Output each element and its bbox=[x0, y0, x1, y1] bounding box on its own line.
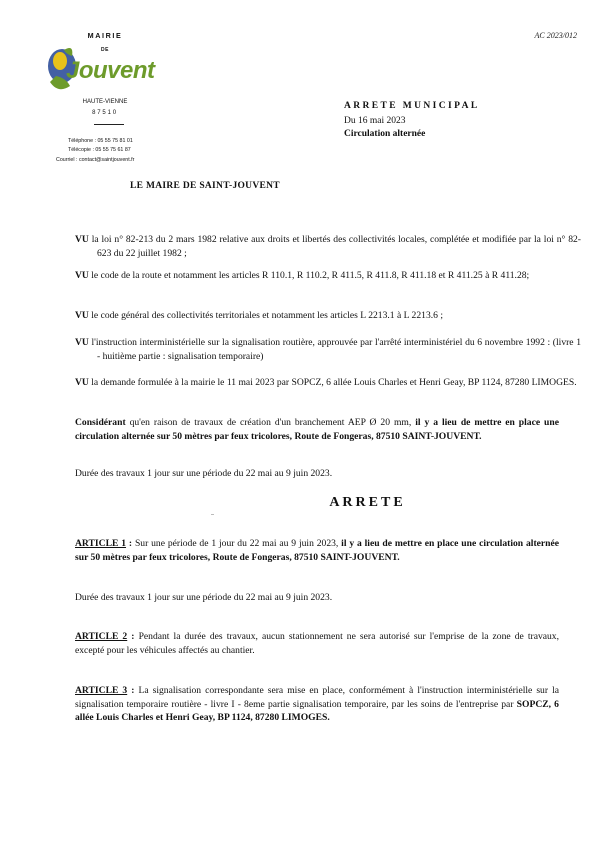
vu-label: VU bbox=[75, 377, 89, 388]
fax-line: Télécopie : 05 55 75 61 87 bbox=[68, 147, 131, 153]
article-3-company: SOPCZ, 6 allée Louis Charles et Henri Geay, BP 1124, 87280 LIMOGES. bbox=[75, 698, 559, 723]
considerant-paragraph bbox=[75, 416, 559, 443]
vu-label: VU bbox=[75, 337, 89, 348]
consideration-text: le code général des collectivités territoriales et notamment les articles L 2213.1 à L 2213.6 ; bbox=[88, 310, 443, 321]
article-3-text: La signalisation correspondante sera mise en place, conformément à l'instruction interministérielle sur la signalisation temporaire routière - livre I - 8eme partie signalisation temporaire, par les soins de l'entreprise par bbox=[75, 685, 559, 710]
article-3-label: ARTICLE 3 bbox=[75, 685, 128, 696]
article-2 bbox=[75, 630, 559, 657]
article-1-label: ARTICLE 1 bbox=[75, 538, 127, 549]
vu-label: VU bbox=[75, 310, 89, 321]
mairie-label: MAIRIE bbox=[87, 31, 123, 40]
consideration-text: la demande formulée à la mairie le 11 mai 2023 par SOPCZ, 6 allée Louis Charles et Henri Geay, BP 1124, 87280 LIMOGES. bbox=[88, 377, 577, 388]
header-divider bbox=[94, 124, 124, 125]
considerant-label: Considérant bbox=[75, 417, 126, 428]
article-1-text: Sur une période de 1 jour du 22 mai au 9 juin 2023, bbox=[134, 538, 342, 549]
duration-line-2: Durée des travaux 1 jour sur une période du 22 mai au 9 juin 2023. bbox=[75, 592, 333, 603]
article-3 bbox=[75, 684, 559, 725]
postcode-label: 87510 bbox=[92, 110, 118, 116]
article-1-decision: il y a lieu de mettre en place une circulation alternée sur 50 mètres par feux tricolores, Route de Fongeras, 87510 SAINT-JOUVENT. bbox=[75, 538, 560, 563]
article-separator: : bbox=[126, 538, 135, 549]
document-title: ARRETE MUNICIPAL bbox=[344, 101, 480, 111]
consideration-2 bbox=[75, 269, 581, 283]
consideration-5 bbox=[75, 376, 581, 390]
document-reference: AC 2023/012 bbox=[534, 31, 577, 40]
duration-line: Durée des travaux 1 jour sur une période du 22 mai au 9 juin 2023. bbox=[75, 468, 333, 479]
article-separator: : bbox=[127, 685, 139, 696]
article-2-text: Pendant la durée des travaux, aucun stationnement ne sera autorisé sur l'emprise de la zone de travaux, excepté pour les véhicules affectés au chantier. bbox=[75, 631, 560, 656]
email-line: Courriel : contact@saintjouvent.fr bbox=[56, 157, 135, 163]
vu-label: VU bbox=[75, 234, 89, 245]
article-1 bbox=[75, 537, 559, 564]
article-2-label: ARTICLE 2 bbox=[75, 631, 128, 642]
considerant-decision: il y a lieu de mettre en place une circulation alternée sur 50 mètres par feux tricolores, Route de Fongeras, 87510 SAINT-JOUVENT. bbox=[75, 417, 559, 442]
consideration-text: le code de la route et notamment les articles R 110.1, R 110.2, R 411.5, R 411.8, R 411.18 et R 411.25 à R 411.28; bbox=[88, 270, 530, 281]
considerant-text: qu'en raison de travaux de création d'un branchement AEP Ø 20 mm, bbox=[125, 417, 416, 428]
consideration-4 bbox=[75, 336, 581, 363]
logo-wordmark: Jouvent bbox=[66, 57, 155, 84]
consideration-3 bbox=[75, 309, 581, 323]
document-subject: Circulation alternée bbox=[344, 129, 426, 139]
telephone-line: Téléphone : 05 55 75 81 01 bbox=[68, 138, 133, 144]
maire-heading: LE MAIRE DE SAINT-JOUVENT bbox=[130, 181, 280, 191]
arrete-heading: ARRETE bbox=[329, 495, 406, 510]
consideration-text: l'instruction interministérielle sur la signalisation routière, approuvée par l'arrêté interministériel du 6 novembre 1992 : (livre 1 - huitième partie : signalisation temporaire) bbox=[88, 337, 581, 362]
consideration-text: la loi n° 82-213 du 2 mars 1982 relative aux droits et libertés des collectivités locales, complétée et modifiée par la loi n° 82-623 du 22 juillet 1982 ; bbox=[88, 234, 581, 259]
mairie-de-label: DE bbox=[101, 47, 109, 53]
document-date: Du 16 mai 2023 bbox=[344, 116, 406, 126]
article-separator: : bbox=[127, 631, 139, 642]
consideration-1 bbox=[75, 233, 581, 260]
scan-mark bbox=[211, 514, 214, 515]
vu-label: VU bbox=[75, 270, 89, 281]
department-label: HAUTE-VIENNE bbox=[82, 99, 128, 105]
